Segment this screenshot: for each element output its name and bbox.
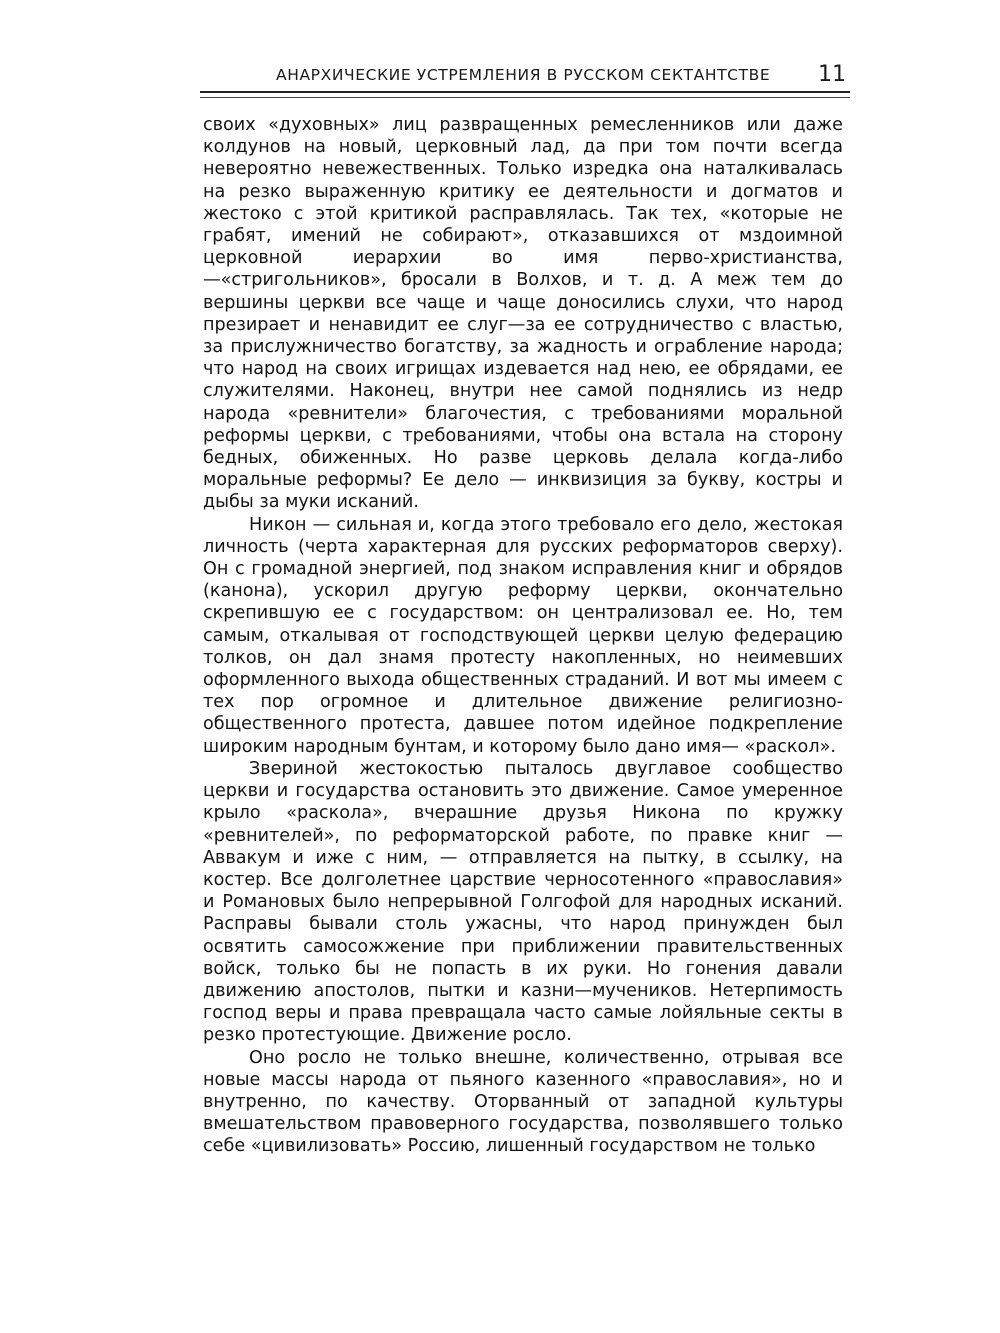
- paragraph-nikon: Никон — сильная и, когда этого требовало его дело, жестокая личность (черта характерная для русских реформаторов сверху). Он с громадной энергией, под знаком исправления книг и обрядов (канона), ускорил другую реформу церкви, окончательно скрепившую ее с государством: он централизовал ее. Но, тем самым, откалывая от господствующей церкви целую федерацию толков, он дал знамя протесту накопленных, но неимевших оформленного выхода общественных страданий. И вот мы имеем с тех пор огромное и длительное движение религиозно-общественного протеста, давшее потом идейное подкрепление широким народным бунтам, и которому было дано имя— «раскол».: [203, 514, 843, 757]
- header-rule-thin: [200, 97, 850, 98]
- page-number: 11: [818, 62, 846, 87]
- paragraph-growth: Оно росло не только внешне, количественно, отрывая все новые массы народа от пьяного казенного «православия», но и внутренно, по качеству. Оторванный от западной культуры вмешательством правоверного государства, позволявшего только себе «цивилизовать» Россию, лишенный государством не только: [203, 1047, 843, 1157]
- paragraph-persecution: Звериной жестокостью пыталось двуглавое сообщество церкви и государства остановить это движение. Самое умеренное крыло «раскола», вчерашние друзья Никона по кружку «ревнителей», по реформаторской работе, по правке книг — Аввакум и иже с ним, — отправляется на пытку, в ссылку, на костер. Все долголетнее царствие черносотенного «православия» и Романовых было непрерывной Голгофой для народных исканий. Расправы бывали столь ужасны, что народ принужден был освятить самосожжение при приближении правительственных войск, только бы не попасть в их руки. Но гонения давали движению апостолов, пытки и казни—мучеников. Нетерпимость господ веры и права превращала часто самые лойяльные секты в резко протестующие. Движение росло.: [203, 758, 843, 1046]
- header-rule-thick: [200, 91, 850, 93]
- body-text: [203, 114, 843, 1158]
- paragraph-continued: своих «духовных» лиц развращенных ремесленников или даже колдунов на новый, церковный лад, да при том почти всегда невероятно невежественных. Только изредка она наталкивалась на резко выраженную критику ее деятельности и догматов и жестоко с этой критикой расправлялась. Так тех, «которые не грабят, имений не собирают», отказавшихся от мздоимной церковной иерархии во имя перво-христианства,—«стригольников», бросали в Волхов, и т. д. А меж тем до вершины церкви все чаще и чаще доносились слухи, что народ презирает и ненавидит ее слуг—за ее сотрудничество с властью, за прислужничество богатству, за жадность и ограбление народа; что народ на своих игрищах издевается над нею, ее обрядами, ее служителями. Наконец, внутри нее самой поднялись из недр народа «ревнители» благочестия, с требованиями моральной реформы церкви, с требованиями, чтобы она встала на сторону бедных, обиженных. Но разве церковь делала когда-либо моральные реформы? Ее дело — инквизиция за букву, костры и дыбы за муки исканий.: [203, 115, 843, 513]
- running-head: [200, 62, 850, 102]
- running-title: АНАРХИЧЕСКИЕ УСТРЕМЛЕНИЯ В РУССКОМ СЕКТАНТСТВЕ: [276, 66, 771, 84]
